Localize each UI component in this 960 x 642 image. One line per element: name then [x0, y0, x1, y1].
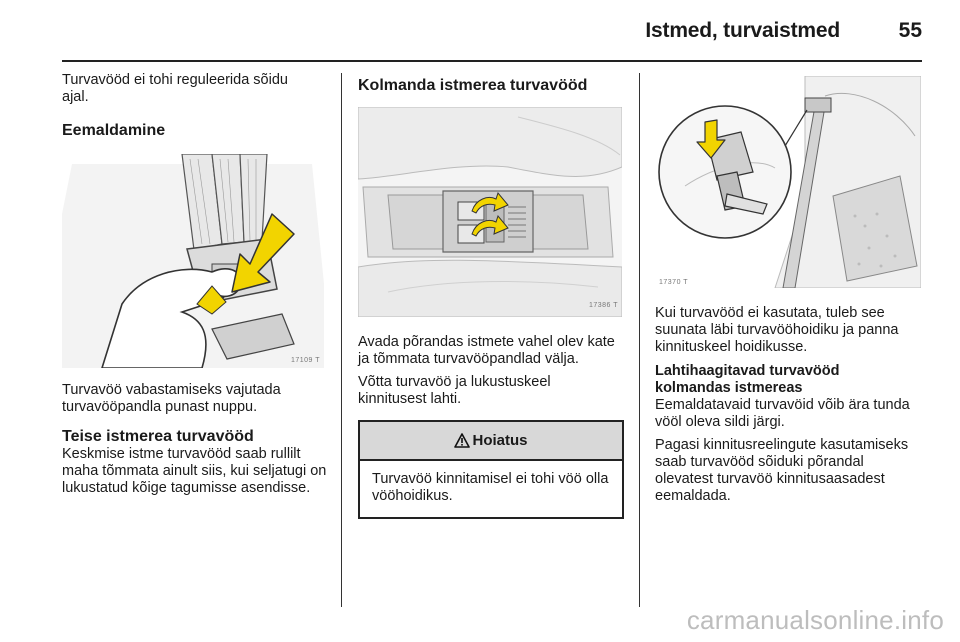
- holder-paragraph: Kui turvavööd ei kasutata, tuleb see suunata läbi turvavööhoidiku ja panna kinnituskeel hoidikusse.: [655, 305, 899, 355]
- third-row-paragraph-1: Avada põrandas istmete vahel olev kate ja tõmmata turvavööpandlad välja.: [358, 334, 615, 367]
- column-1: [62, 72, 337, 497]
- heading-second-row: Teise istmerea turvavööd: [62, 428, 254, 445]
- intro-paragraph: Turvavööd ei tohi reguleerida sõidu ajal.: [62, 72, 288, 105]
- warning-title: Hoiatus: [472, 432, 528, 449]
- third-row-paragraph-2: Võtta turvavöö ja lukustuskeel kinnitusest lahti.: [358, 374, 551, 407]
- release-paragraph: Turvavöö vabastamiseks vajutada turvavööpandla punast nuppu.: [62, 382, 281, 415]
- warning-body: [360, 461, 622, 517]
- warning-text: Turvavöö kinnitamisel ei tohi vöö olla vööhoidikus.: [372, 471, 609, 504]
- column-divider-1: [341, 73, 342, 607]
- warning-header: [360, 422, 622, 461]
- figure-code: 17386 T: [588, 302, 618, 309]
- figure-belt-holder: [655, 76, 921, 288]
- column-divider-2: [639, 73, 640, 607]
- detachable-paragraph: Eemaldatavaid turvavöid võib ära tunda vööl oleva sildi järgi.: [655, 397, 910, 430]
- heading-third-row: Kolmanda istmerea turvavööd: [358, 77, 588, 94]
- second-row-paragraph: Keskmise istme turvavööd saab rullilt maha tõmmata ainult siis, kui seljatugi on lukustatud kõige tagumisse asendisse.: [62, 446, 327, 496]
- figure-buckle-release: [62, 154, 324, 368]
- belt-holder-illustration: [655, 76, 921, 288]
- figure-code: 17370 T: [659, 279, 689, 286]
- column-2: [358, 72, 628, 519]
- subheading-detachable: Lahtihaagitavad turvavööd kolmandas istmereas: [655, 363, 840, 396]
- page-number: 55: [898, 19, 922, 42]
- figure-code: 17109 T: [290, 357, 320, 364]
- buckle-release-illustration: [62, 154, 324, 368]
- header-rule: [62, 60, 922, 62]
- floor-buckles-illustration: [358, 107, 622, 317]
- column-3: [655, 72, 925, 505]
- heading-eemaldamine: Eemaldamine: [62, 122, 166, 139]
- watermark: carmanualsonline.info: [686, 605, 944, 635]
- rail-paragraph: Pagasi kinnitusreelingute kasutamiseks saab turvavööd sõiduki põrandal olevatest turvavöö kinnitusaasadest eemaldada.: [655, 437, 909, 504]
- warning-triangle-icon: [454, 433, 470, 449]
- figure-floor-buckles: [358, 107, 622, 317]
- header-title: Istmed, turvaistmed: [645, 19, 840, 42]
- warning-box: [358, 420, 624, 519]
